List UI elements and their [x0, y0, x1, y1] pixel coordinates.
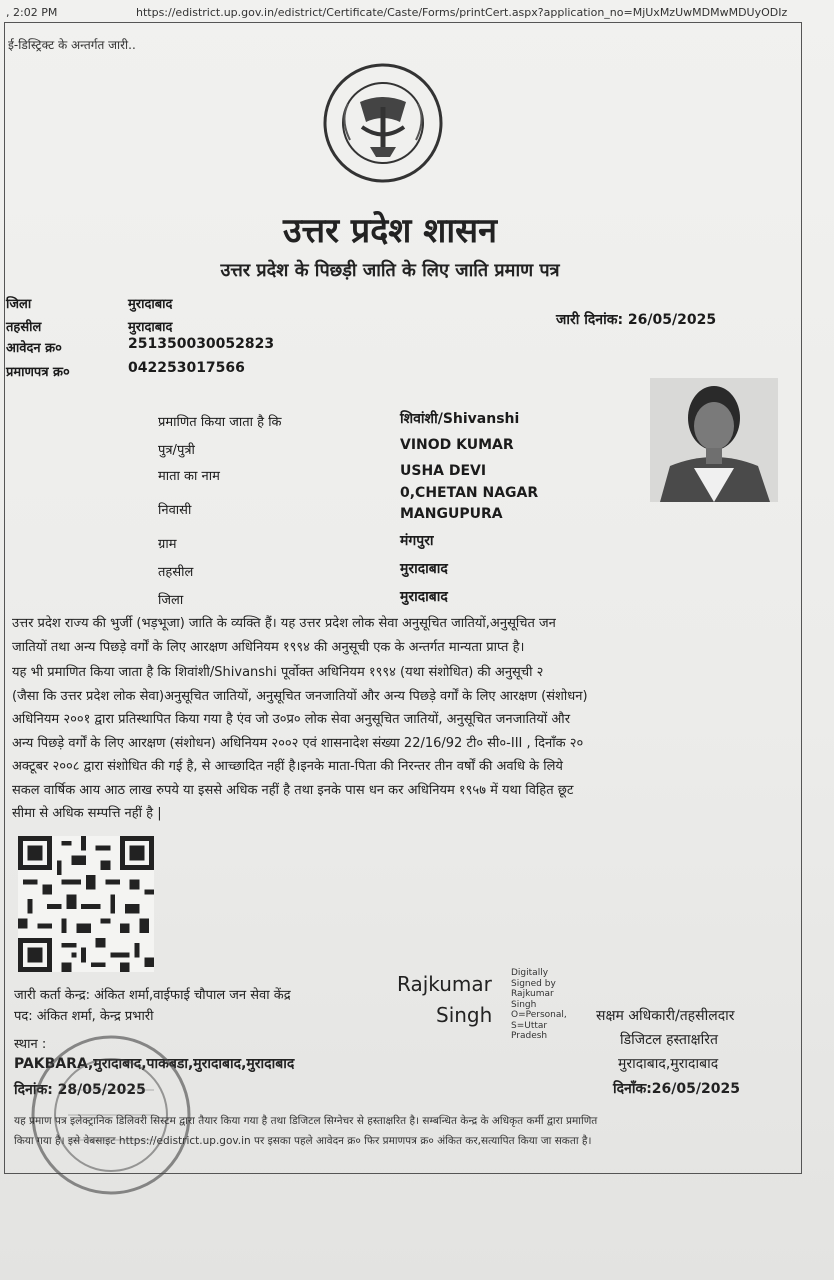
sig-detail-line: Signed by: [511, 978, 556, 989]
sig-detail-line: S=Uttar: [511, 1020, 548, 1031]
district-value: मुरादाबाद: [128, 297, 173, 312]
sig-detail-line: Digitally: [511, 968, 549, 978]
address-line2: MANGUPURA: [400, 506, 503, 522]
authority-place: मुरादाबाद,मुरादाबाद: [618, 1056, 719, 1072]
issuing-centre: जारी कर्ता केन्द्र: अंकित शर्मा,वाईफाई चौपाल जन सेवा केंद्र: [14, 988, 291, 1003]
paragraph2-line7: सीमा से अधिक सम्पत्ति नहीं है |: [12, 806, 162, 821]
sig-detail-line: Rajkumar: [511, 989, 554, 999]
paragraph1-line2: जातियों तथा अन्य पिछड़े वर्गों के लिए आरक्षण अधिनियम १९९४ की अनुसूची एक के अन्तर्गत मान्यता प्राप्त है।: [12, 639, 525, 655]
person-tehsil-label: तहसील: [158, 565, 194, 580]
competent-authority: सक्षम अधिकारी/तहसीलदार: [596, 1008, 735, 1024]
certificate-title: उत्तर प्रदेश के पिछड़ी जाति के लिए जाति प्रमाण पत्र: [220, 260, 560, 281]
person-tehsil-value: मुरादाबाद: [400, 561, 448, 577]
certificate-no-value: 042253017566: [128, 360, 245, 376]
person-district-label: जिला: [158, 593, 184, 608]
paragraph2-line2: (जैसा कि उत्तर प्रदेश लोक सेवा)अनुसूचित जातियों, अनुसूचित जनजातियों और अन्य पिछड़े वर्गों के लिए आरक्षण (संशोधन): [12, 688, 588, 704]
paragraph1-line1: उत्तर प्रदेश राज्य की भुर्जी (भड़भूजा) जाति के व्यक्ति हैं। यह उत्तर प्रदेश लोक सेवा अनुसूचित जातियों,अनुसूचित जन: [12, 616, 556, 631]
paragraph2-line6: सकल वार्षिक आय आठ लाख रुपये या इससे अधिक नहीं है तथा इनके पास धन कर अधिनियम १९५७ में यथा विहित छूट: [12, 782, 574, 798]
issue-date: [556, 310, 716, 329]
issuing-post: पद: अंकित शर्मा, केन्द्र प्रभारी: [14, 1009, 154, 1024]
parent-label: पुत्र/पुत्री: [158, 443, 195, 458]
paragraph2-line3: अधिनियम २००१ द्वारा प्रतिस्थापित किया गया है एंव जो उ०प्र० लोक सेवा अनुसूचित जातियों, अनुसूचित जनजातियों और: [12, 712, 571, 727]
up-government-emblem-icon: [320, 62, 446, 184]
resident-label: निवासी: [158, 503, 192, 518]
application-no-label: आवेदन क्र०: [6, 341, 62, 356]
paragraph2-line5: अक्टूबर २००८ द्वारा संशोधित की गई है, से आच्छादित नहीं है।इनके माता-पिता की निरन्तर तीन वर्षों की अवधि के लिये: [12, 759, 563, 774]
signer-last-name: Singh: [436, 1003, 493, 1027]
tehsil-label: तहसील: [6, 320, 42, 335]
person-district-value: मुरादाबाद: [400, 589, 448, 605]
mother-label: माता का नाम: [158, 469, 220, 484]
issue-date-label: जारी दिनांक:: [556, 312, 624, 328]
sig-detail-line: Singh: [511, 999, 537, 1010]
certification-paragraph: [12, 661, 790, 826]
certificate-no-label: प्रमाणपत्र क्र०: [6, 365, 70, 380]
mother-name: USHA DEVI: [400, 463, 487, 479]
print-url: https://edistrict.up.gov.in/edistrict/Certificate/Caste/Forms/printCert.aspx?application_no=MjUxMzUwMDMwMDUyODIz: [136, 6, 788, 19]
district-label: जिला: [6, 297, 32, 312]
application-no-value: 251350030052823: [128, 336, 275, 352]
authority-date: दिनाँक:26/05/2025: [613, 1081, 740, 1097]
browser-print-header: [6, 6, 834, 22]
issue-date-value: 26/05/2025: [627, 312, 717, 328]
place-value: PAKBARA,मुरादाबाद,पाकबडा,मुरादाबाद,मुरादाबाद: [14, 1056, 295, 1072]
caste-paragraph: [12, 612, 790, 659]
place-label: स्थान :: [14, 1037, 47, 1052]
certified-that-label: प्रमाणित किया जाता है कि: [158, 415, 282, 430]
paragraph2-line4: अन्य पिछड़े वर्गों के लिए आरक्षण (संशोधन) अधिनियम २००२ एवं शासनादेश संख्या 22/16/92 टी० सी०-III , दिनाँक २०: [12, 735, 584, 751]
print-time: , 2:02 PM: [6, 6, 58, 19]
sig-detail-line: O=Personal,: [511, 1010, 567, 1020]
sig-detail-line: Pradesh: [511, 1031, 548, 1041]
address-line1: 0,CHETAN NAGAR: [400, 485, 539, 501]
qr-code-icon: [16, 836, 156, 972]
print-date: दिनांक: 28/05/2025: [14, 1082, 146, 1098]
paragraph2-line1: यह भी प्रमाणित किया जाता है कि शिवांशी/Shivanshi पूर्वोक्त अधिनियम १९९४ (यथा संशोधित) की अनुसूची २: [12, 665, 544, 680]
digitally-signed-label: डिजिटल हस्ताक्षरित: [620, 1032, 718, 1048]
village-label: ग्राम: [158, 537, 177, 552]
father-name: VINOD KUMAR: [400, 437, 514, 453]
government-title: उत्तर प्रदेश शासन: [282, 211, 497, 251]
issued-under-line: ई-डिस्ट्रिक्ट के अन्तर्गत जारी..: [8, 38, 136, 52]
signer-first-name: Rajkumar: [397, 972, 492, 996]
village-value: मंगपुरा: [400, 533, 434, 549]
digital-signature-details: [511, 968, 567, 1042]
tehsil-value: मुरादाबाद: [128, 320, 173, 335]
person-name: शिवांशी/Shivanshi: [400, 411, 520, 427]
applicant-photo: [650, 378, 778, 502]
footer-note-line1: यह प्रमाण पत्र इलेक्ट्रानिक डिलिवरी सिस्टम द्वारा तैयार किया गया है तथा डिजिटल सिग्नेचर से हस्ताक्षरित है। सम्बन्धित केन्द्र के अधिकृत कर्मी द्वारा प्रमाणित: [14, 1115, 598, 1127]
footer-note-line2: किया गया है। इसे वेबसाइट https://edistrict.up.gov.in पर इसका पहले आवेदन क्र० फिर प्रमाणपत्र क्र० अंकित कर,सत्यापित किया जा सकता है।: [14, 1135, 592, 1147]
